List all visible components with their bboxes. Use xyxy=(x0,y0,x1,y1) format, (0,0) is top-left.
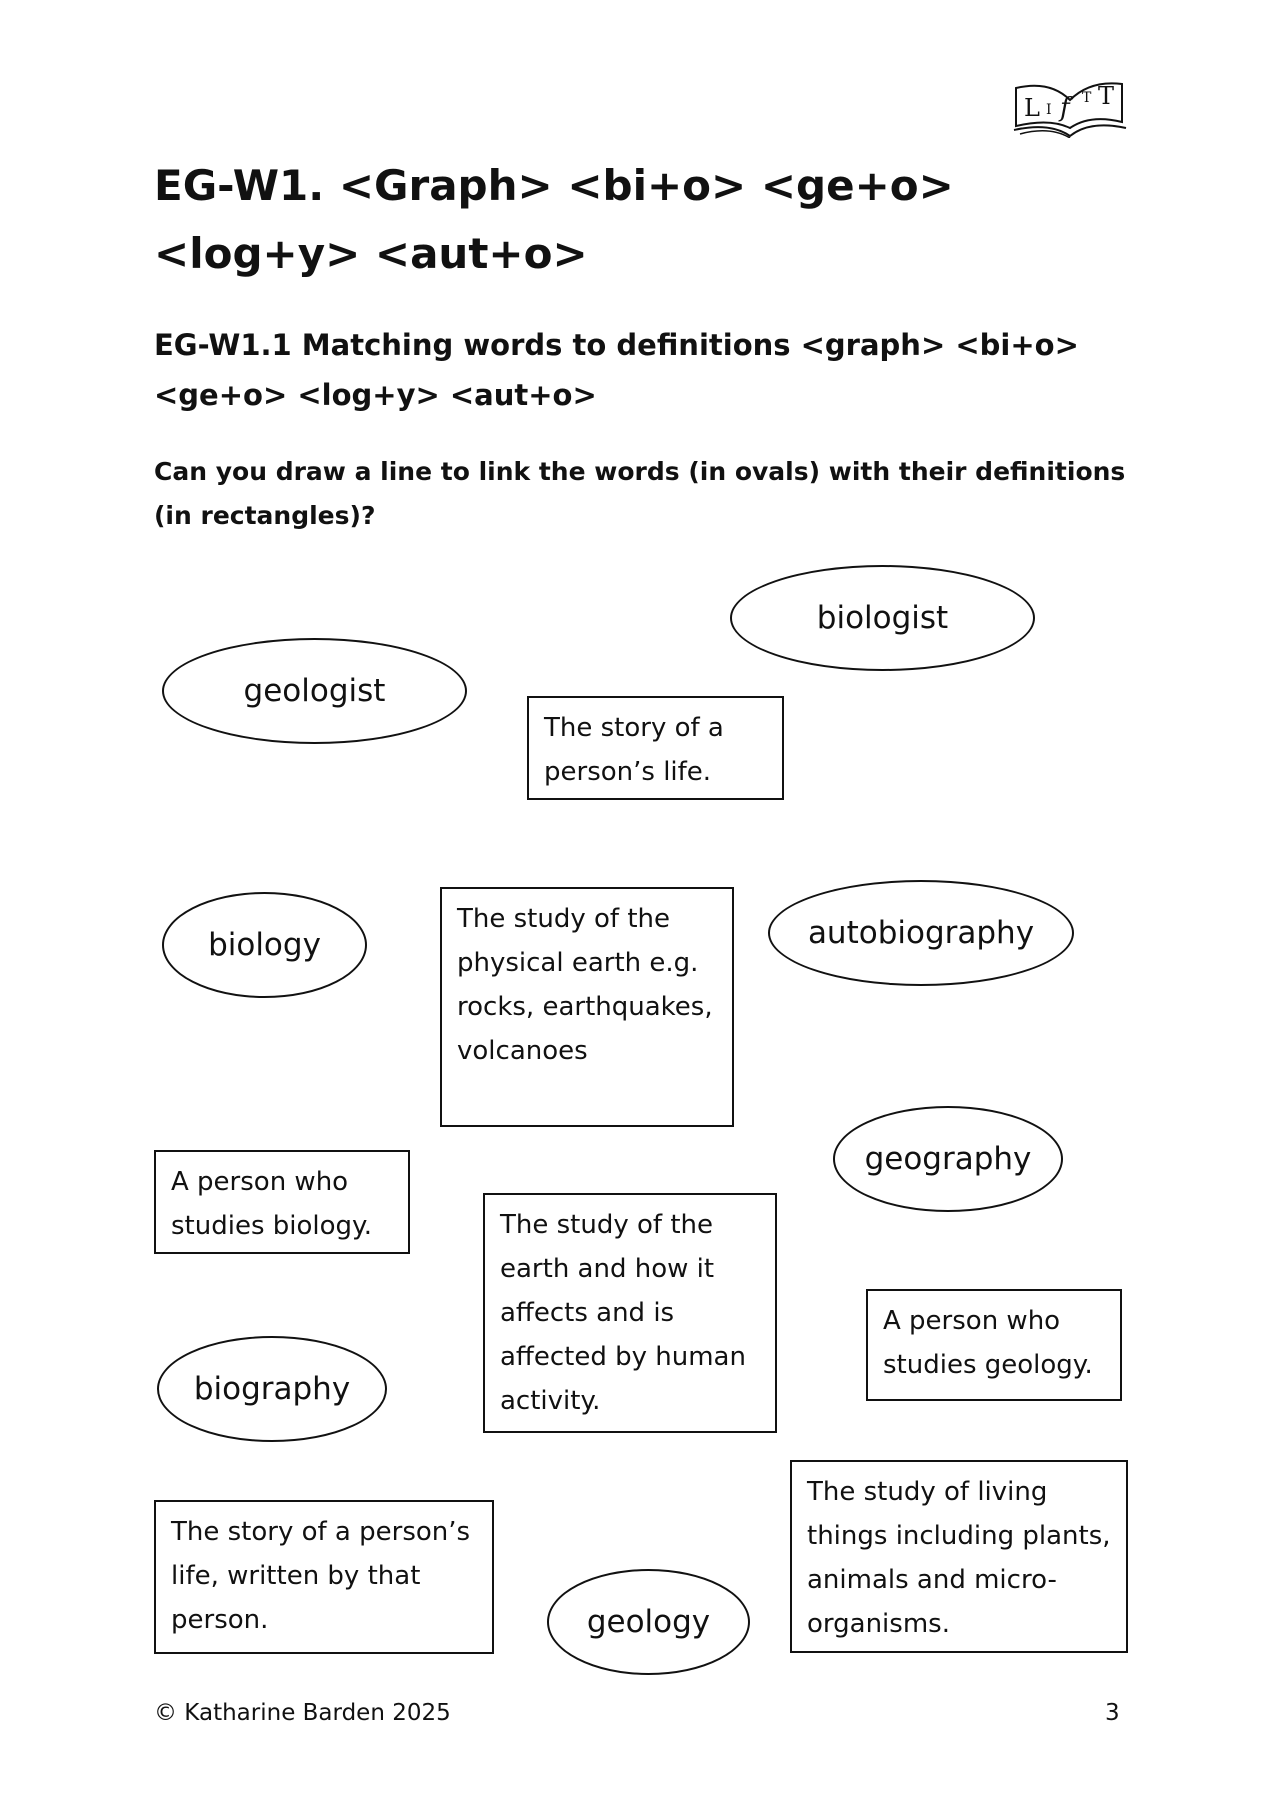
word-oval-geography[interactable]: geography xyxy=(833,1106,1063,1212)
definition-box-biology-person[interactable]: A person who studies biology. xyxy=(154,1150,410,1254)
word-oval-geologist[interactable]: geologist xyxy=(162,638,467,744)
word-oval-biography[interactable]: biography xyxy=(157,1336,387,1442)
definition-box-life-story[interactable]: The story of a person’s life. xyxy=(527,696,784,800)
liftt-logo xyxy=(1010,76,1128,138)
instruction-text: Can you draw a line to link the words (in ovals) with their definitions (in rectangles)? xyxy=(154,457,1126,530)
svg-text:T: T xyxy=(1082,90,1092,106)
svg-text:I: I xyxy=(1046,102,1052,118)
svg-text:L: L xyxy=(1024,94,1040,122)
definition-box-geology-person[interactable]: A person who studies geology. xyxy=(866,1289,1122,1401)
word-oval-biology[interactable]: biology xyxy=(162,892,367,998)
page-number: 3 xyxy=(1105,1700,1120,1726)
word-oval-geology[interactable]: geology xyxy=(547,1569,750,1675)
definition-box-own-life-story[interactable]: The story of a person’s life, written by that person. xyxy=(154,1500,494,1654)
definition-box-living-things[interactable]: The study of living things including plants, animals and micro-organisms. xyxy=(790,1460,1128,1653)
svg-text:T: T xyxy=(1098,82,1115,110)
copyright-text: © Katharine Barden 2025 xyxy=(154,1700,451,1726)
word-oval-autobiography[interactable]: autobiography xyxy=(768,880,1074,986)
definition-box-physical-earth[interactable]: The study of the physical earth e.g. rocks, earthquakes, volcanoes xyxy=(440,887,734,1127)
definition-box-human-earth[interactable]: The study of the earth and how it affects and is affected by human activity. xyxy=(483,1193,777,1433)
section-heading: EG-W1.1 Matching words to definitions <graph> <bi+o> <ge+o> <log+y> <aut+o> xyxy=(154,328,1079,412)
svg-text:f: f xyxy=(1060,93,1070,123)
page-title: EG-W1. <Graph> <bi+o> <ge+o> <log+y> <aut+o> xyxy=(154,161,954,278)
word-oval-biologist[interactable]: biologist xyxy=(730,565,1035,671)
